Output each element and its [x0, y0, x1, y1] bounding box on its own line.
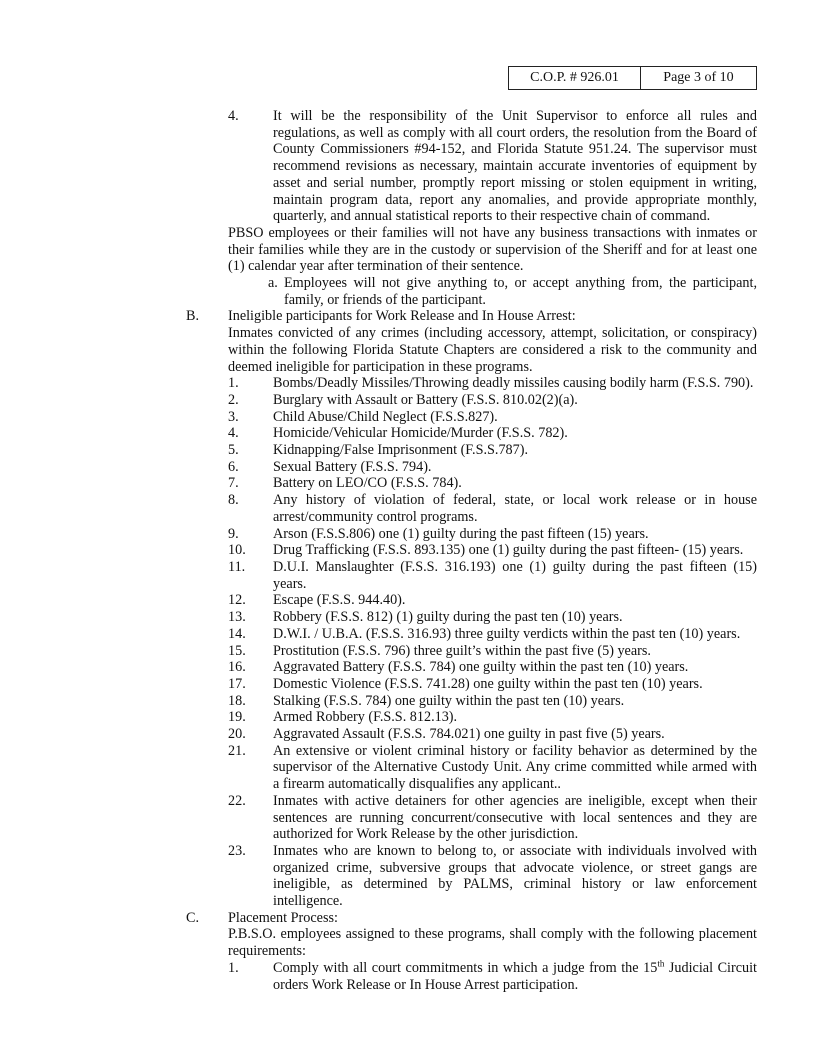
list-item — [0, 659, 816, 676]
item-number: 9. — [228, 525, 239, 542]
section-b-intro: Inmates convicted of any crimes (including accessory, attempt, solicitation, or conspiracy) within the following Florida Statute Chapters are considered a risk to the community and deemed ineligible for participation in these programs. — [228, 325, 757, 375]
list-item — [0, 626, 816, 643]
list-item — [0, 492, 816, 525]
item-text: Inmates who are known to belong to, or associate with individuals involved with organized crime, subversive groups that advocate violence, or street gangs are ineligible, as determined by PALMS, criminal history or law enforcement intelligence. — [273, 842, 757, 910]
list-item — [0, 592, 816, 609]
list-item — [0, 375, 816, 392]
item-text: D.W.I. / U.B.A. (F.S.S. 316.93) three guilty verdicts within the past ten (10) years. — [273, 625, 741, 642]
page-indicator: Page 3 of 10 — [663, 69, 734, 85]
ineligible-list — [0, 375, 816, 910]
item-text: Robbery (F.S.S. 812) (1) guilty during the past ten (10) years. — [273, 609, 623, 626]
item-text: Inmates with active detainers for other agencies are ineligible, except when their sentences are running concurrent/consecutive with local sentences and they are authorized for Work Release by the other jurisdiction. — [273, 792, 757, 843]
list-item — [0, 459, 816, 476]
item-number: 4. — [228, 425, 239, 442]
item-number: 1. — [228, 375, 239, 392]
list-item — [0, 526, 816, 543]
item-text: It will be the responsibility of the Unit Supervisor to enforce all rules and regulations, as well as comply with all court orders, the resolution from the Board of County Commissioners #94-152, and Florida Statute 951.24. The supervisor must recommend revisions as necessary, maintain accurate inventories of equipment by asset and serial number, promptly report missing or stolen equipment in writing, maintain program data, report any anomalies, and provide appropriate monthly, quarterly, and annual statistical reports to their respective chain of command. — [273, 108, 757, 225]
list-item — [0, 726, 816, 743]
item-number: 5. — [228, 442, 239, 459]
item-number: 15. — [228, 642, 246, 659]
item-number: 8. — [228, 492, 239, 509]
list-item — [0, 709, 816, 726]
section-c-intro: P.B.S.O. employees assigned to these programs, shall comply with the following placement requirements: — [228, 926, 757, 960]
item-number: 2. — [228, 391, 239, 408]
subitem-text: Employees will not give anything to, or accept anything from, the participant, family, or friends of the participant. — [284, 275, 757, 308]
item-number: 23. — [228, 842, 246, 859]
document-header-box — [508, 66, 757, 90]
pbso-transactions-paragraph: PBSO employees or their families will not have any business transactions with inmates or their families while they are in the custody or supervision of the Sheriff and for at least one (1) calendar year after termination of their sentence. — [228, 224, 757, 275]
subitem-letter: a. — [268, 275, 278, 292]
list-item — [0, 559, 816, 592]
list-item — [0, 743, 816, 793]
item-number: 1. — [228, 959, 239, 976]
section-letter: C. — [186, 909, 200, 926]
scan-top-edge — [0, 0, 816, 3]
item-text: Escape (F.S.S. 944.40). — [273, 592, 406, 609]
item-number: 10. — [228, 542, 246, 559]
item-text: Bombs/Deadly Missiles/Throwing deadly missiles causing bodily harm (F.S.S. 790). — [273, 375, 754, 392]
list-item — [0, 392, 816, 409]
item-text: Armed Robbery (F.S.S. 812.13). — [273, 709, 458, 726]
placement-item-1 — [0, 960, 816, 993]
item-text: Sexual Battery (F.S.S. 794). — [273, 458, 432, 475]
item-number: 4. — [228, 108, 239, 124]
supervisor-responsibility-item — [0, 108, 816, 225]
section-heading: Placement Process: — [228, 909, 338, 926]
list-item — [0, 676, 816, 693]
item-number: 19. — [228, 709, 246, 726]
list-item — [0, 475, 816, 492]
document-body — [0, 108, 816, 993]
item-text: Domestic Violence (F.S.S. 741.28) one guilty within the past ten (10) years. — [273, 675, 703, 692]
item-text: Prostitution (F.S.S. 796) three guilt’s within the past five (5) years. — [273, 642, 651, 659]
item-number: 6. — [228, 458, 239, 475]
item-text: Battery on LEO/CO (F.S.S. 784). — [273, 475, 462, 492]
item-number: 20. — [228, 726, 246, 743]
item-text: Homicide/Vehicular Homicide/Murder (F.S.S. 782). — [273, 425, 568, 442]
item-text: Aggravated Battery (F.S.S. 784) one guilty within the past ten (10) years. — [273, 659, 689, 676]
item-text: D.U.I. Manslaughter (F.S.S. 316.193) one (1) guilty during the past fifteen (15) years. — [273, 558, 757, 592]
policy-number: C.O.P. # 926.01 — [509, 67, 641, 89]
item-number: 16. — [228, 659, 246, 676]
item-text: Kidnapping/False Imprisonment (F.S.S.787). — [273, 442, 529, 459]
item-text: Drug Trafficking (F.S.S. 893.135) one (1) guilty during the past fifteen- (15) years. — [273, 542, 744, 559]
list-item — [0, 643, 816, 660]
item-text: Aggravated Assault (F.S.S. 784.021) one guilty in past five (5) years. — [273, 726, 665, 743]
item-number: 18. — [228, 692, 246, 709]
item-number: 14. — [228, 625, 246, 642]
item-text: Any history of violation of federal, state, or local work release or in house arrest/community control programs. — [273, 492, 757, 525]
list-item — [0, 442, 816, 459]
item-text: Child Abuse/Child Neglect (F.S.S.827). — [273, 408, 498, 425]
item-number: 21. — [228, 742, 246, 759]
list-item — [0, 793, 816, 843]
list-item — [0, 425, 816, 442]
section-heading: Ineligible participants for Work Release and In House Arrest: — [228, 308, 576, 325]
section-c-heading — [0, 910, 816, 927]
item-number: 7. — [228, 475, 239, 492]
item-number: 13. — [228, 609, 246, 626]
list-item — [0, 409, 816, 426]
list-item — [0, 609, 816, 626]
item-number: 3. — [228, 408, 239, 425]
list-item — [0, 843, 816, 910]
item-number: 22. — [228, 792, 246, 809]
item-text: Arson (F.S.S.806) one (1) guilty during the past fifteen (15) years. — [273, 525, 649, 542]
pbso-subitem-a — [0, 275, 816, 308]
item-text: Comply with all court commitments in which a judge from the 15th Judicial Circuit orders Work Release or In House Arrest participation. — [273, 958, 757, 993]
list-item — [0, 542, 816, 559]
item-number: 12. — [228, 592, 246, 609]
list-item — [0, 693, 816, 710]
item-number: 17. — [228, 675, 246, 692]
item-number: 11. — [228, 558, 246, 575]
item-text: Stalking (F.S.S. 784) one guilty within the past ten (10) years. — [273, 692, 625, 709]
section-b-heading — [0, 308, 816, 325]
item-text: An extensive or violent criminal history or facility behavior as determined by the supervisor of the Alternative Custody Unit. Any crime committed while armed with a firearm automatically disqualifies any applicant.. — [273, 742, 757, 793]
section-letter: B. — [186, 308, 200, 325]
item-text: Burglary with Assault or Battery (F.S.S. 810.02(2)(a). — [273, 391, 578, 408]
